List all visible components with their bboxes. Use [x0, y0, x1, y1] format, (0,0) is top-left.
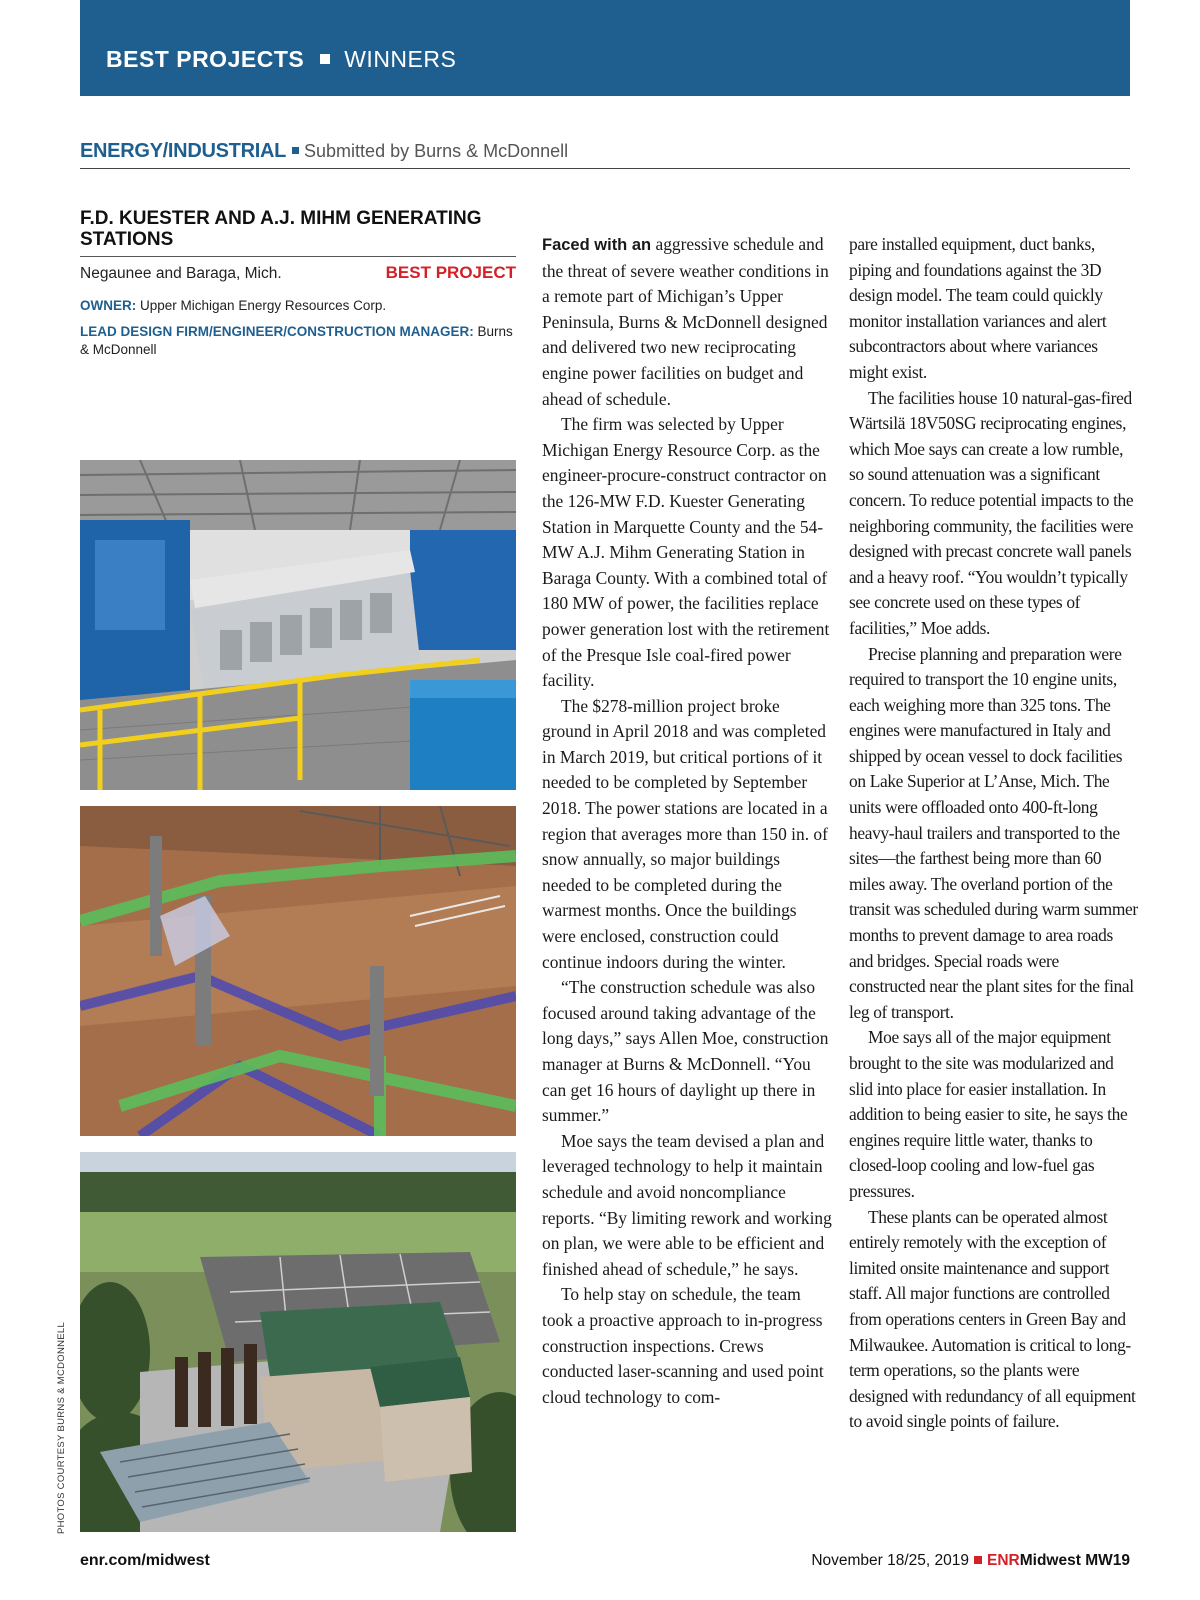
- aerial-plant-photo: [80, 1152, 516, 1532]
- location-row: [80, 263, 516, 283]
- article-paragraph: Moe says the team devised a plan and leveraged technology to help it maintain schedule and avoid noncompliance reports. “By limiting rework and working on plan, we were able to be efficient and finished ahead of schedule,” he says.: [542, 1130, 832, 1279]
- lead-value: Burns & McDonnell: [80, 324, 513, 357]
- category-name: ENERGY/INDUSTRIAL: [80, 140, 287, 162]
- owner-credit: [80, 297, 516, 315]
- engine-hall-photo: [80, 460, 516, 790]
- lead-in: Faced with an: [542, 236, 652, 254]
- project-location: Negaunee and Baraga, Mich.: [80, 265, 282, 282]
- footer-info: [811, 1552, 1130, 1570]
- footer-edition: Midwest: [1019, 1552, 1081, 1569]
- article-paragraph: Moe says all of the major equipment brought to the site was modularized and slid into place for easier installation. In addition to being easier to site, he says the engines require little water, thanks to closed-loop cooling and low-fuel gas pressures.: [849, 1027, 1128, 1201]
- article-paragraph: [542, 232, 832, 412]
- article-paragraph: These plants can be operated almost entirely remotely with the exception of limited onsite maintenance and support staff. All major functions are controlled from operations centers in Green Bay and Milwaukee. Automation is critical to long-term operations, so the plants were designed with redundancy of all equipment to avoid single points of failure.: [849, 1206, 1136, 1432]
- article-paragraph: The firm was selected by Upper Michigan Energy Resource Corp. as the engineer-procure-construct contractor on the 126-MW F.D. Kuester Generating Station in Marquette County and the 54-MW A.J. Mihm Generating Station in Baraga County. With a combined total of 180 MW of power, the facilities replace power generation lost with the retirement of the Presque Isle coal-fired power facility.: [542, 414, 830, 691]
- banner-section: BEST PROJECTS: [106, 46, 305, 72]
- article-paragraph: To help stay on schedule, the team took a proactive approach to in-progress construction inspections. Crews conducted laser-scanning and used point cloud technology to com-: [542, 1284, 824, 1407]
- 3d-model-overlay-photo: [80, 806, 516, 1136]
- paragraph-text: aggressive schedule and the threat of severe weather conditions in a remote part of Michigan’s Upper Peninsula, Burns & McDonnell designed and delivered two new reciprocating engine power facilities on budget and ahead of schedule.: [542, 234, 829, 409]
- project-info: [80, 208, 516, 359]
- footer-separator: [974, 1556, 982, 1564]
- article-paragraph: “The construction schedule was also focused around taking advantage of the long days,” says Allen Moe, construction manager at Burns & McDonnell. “You can get 16 hours of daylight up there in summer.”: [542, 977, 829, 1126]
- category-line: [80, 140, 1130, 169]
- article-column-2: [849, 232, 1139, 1435]
- photo-credit: PHOTOS COURTESY BURNS & MCDONNELL: [56, 1321, 67, 1534]
- footer-website: enr.com/midwest: [80, 1552, 210, 1569]
- banner-separator: [320, 54, 330, 64]
- footer-page-number: MW19: [1085, 1552, 1130, 1569]
- article-paragraph: Precise planning and preparation were required to transport the 10 engine units, each weighing more than 325 tons. The engines were manufactured in Italy and shipped by ocean vessel to dock facilities on Lake Superior at L’Anse, Mich. The units were offloaded onto 400-ft-long heavy-haul trailers and transported to the sites—the farthest being more than 60 miles away. The overland portion of the transit was scheduled during warm summer months to prevent damage to area roads and bridges. Special roads were constructed near the plant sites for the final leg of transport.: [849, 643, 1138, 1022]
- owner-label: OWNER:: [80, 298, 137, 313]
- category-separator: [292, 147, 299, 154]
- article-paragraph: pare installed equipment, duct banks, piping and foundations against the 3D design model. The team could quickly monitor installation variances and alert subcontractors about where variances might exist.: [849, 234, 1107, 382]
- project-title: F.D. KUESTER AND A.J. MIHM GENERATING STATIONS: [80, 208, 516, 257]
- owner-value: Upper Michigan Energy Resources Corp.: [140, 298, 387, 313]
- article-column-1: [542, 232, 832, 1410]
- award-badge: BEST PROJECT: [385, 263, 516, 282]
- category-submitted: Submitted by Burns & McDonnell: [304, 141, 569, 161]
- section-banner: [80, 0, 1130, 96]
- footer-brand: ENR: [987, 1552, 1020, 1569]
- banner-subsection: WINNERS: [344, 46, 457, 72]
- article-paragraph: The facilities house 10 natural-gas-fired Wärtsilä 18V50SG reciprocating engines, which Moe says can create a low rumble, so sound attenuation was a significant concern. To reduce potential impacts to the neighboring community, the facilities were designed with precast concrete wall panels and a heavy roof. “You wouldn’t typically see concrete used on these types of facilities,” Moe adds.: [849, 387, 1134, 638]
- lead-credit: [80, 323, 516, 359]
- footer-date: November 18/25, 2019: [811, 1552, 969, 1569]
- lead-label: LEAD DESIGN FIRM/ENGINEER/CONSTRUCTION MANAGER:: [80, 324, 474, 339]
- article-paragraph: The $278-million project broke ground in April 2018 and was completed in March 2019, but critical portions of it needed to be completed by September 2018. The power stations are located in a region that averages more than 150 in. of snow annually, so major buildings needed to be completed during the warmest months. Once the buildings were enclosed, construction could continue indoors during the winter.: [542, 695, 828, 972]
